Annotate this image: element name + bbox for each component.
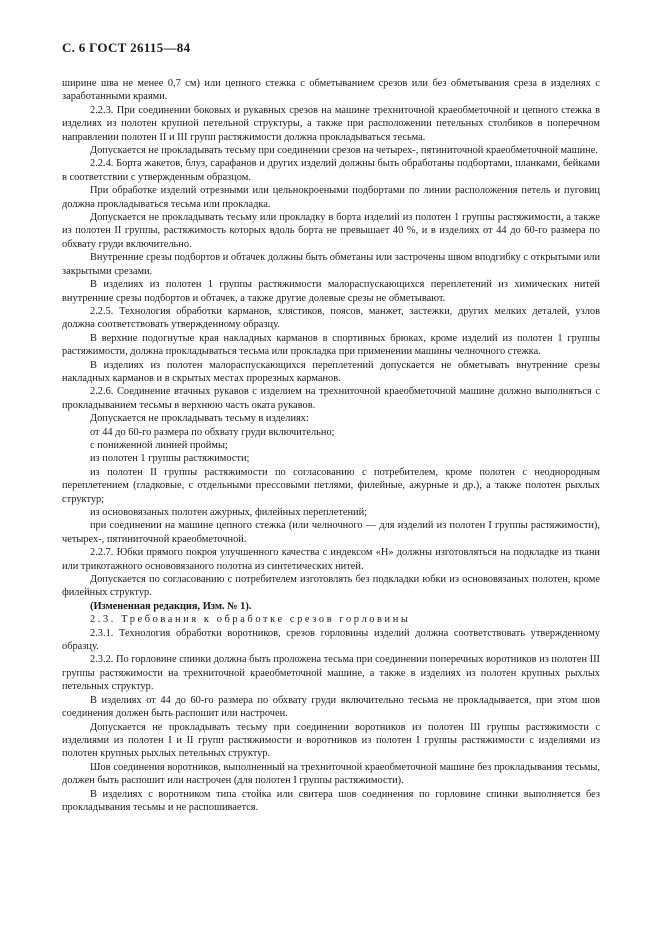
paragraph: В изделиях от 44 до 60-го размера по обхвату груди включительно тесьма не прокладывается, при этом шов соединения должен быть распошит или настрочен. <box>62 694 600 720</box>
page-header <box>62 40 190 56</box>
paragraph: 2.2.6. Соединение втачных рукавов с изделием на трехниточной краеобметочной машине должно выполняться с прокладыванием тесьмы в верхнюю часть оката рукавов. <box>62 386 600 411</box>
paragraph: Допускается не прокладывать тесьму или прокладку в борта изделий из полотен 1 группы растяжимости, а также из полотен II группы, растяжимость которых вдоль борта не превышает 40 %, и в изделиях от 44 до 60-го размера по обхвату груди включительно. <box>62 212 600 250</box>
list-item: из полотен 1 группы растяжимости; <box>90 453 250 465</box>
paragraph: В изделиях из полотен малораспускающихся переплетений допускается не обметывать внутренние срезы накладных карманов и в скрытых местах прорезных карманов. <box>62 359 600 384</box>
paragraph: Допускается не прокладывать тесьму при соединении срезов на четырех-, пятиниточной краеобметочной машине. <box>90 145 598 157</box>
page-number: С. 6 <box>62 40 86 55</box>
paragraph: При обработке изделий отрезными или цельнокроеными подбортами по линии расположения петель и пуговиц должна прокладываться тесьма или прокладка. <box>62 185 600 210</box>
paragraph: В изделиях из полотен 1 группы растяжимости малораспускающихся переплетений из химических нитей внутренние срезы подбортов и обтачек, а также другие долевые срезы не обметывают. <box>62 279 600 304</box>
paragraph: Допускается не прокладывать тесьму в изделиях: <box>90 413 309 425</box>
paragraph: 2.2.3. При соединении боковых и рукавных срезов на машине трехниточной краеобметочной и цепного стежка в изделиях из полотен крупной петельной структуры, а также при расположении петельных столбиков в поперечном направлении полотен II и III групп растяжимости должна прокладываться тесьма. <box>62 104 600 143</box>
section-heading <box>62 613 600 626</box>
paragraph: 2.3.1. Технология обработки воротников, срезов горловины изделий должна соответствовать утвержденному образцу. <box>62 627 600 653</box>
paragraph: 2.2.4. Борта жакетов, блуз, сарафанов и других изделий должны быть обработаны подбортами, планками, бейками в соответствии с утвержденным образцом. <box>62 158 600 183</box>
paragraph: Шов соединения воротников, выполненный на трехниточной краеобметочной машине без прокладывания тесьмы, должен быть распошит или настрочен (для полотен I группы растяжимости). <box>62 761 600 787</box>
amendment-note: (Измененная редакция, Изм. № 1). <box>90 600 252 612</box>
paragraph: В изделиях с воротником типа стойка или свитера шов соединения по горловине спинки выполняется без прокладывания тесьмы и не распошивается. <box>62 788 600 813</box>
list-item: при соединении на машине цепного стежка (или челночного — для изделий из полотен I группы растяжимости), четырех-, пятиниточной краеобметочной. <box>62 520 600 545</box>
paragraph: Допускается не прокладывать тесьму при соединении воротников из полотен III группы растяжимости с изделиями из полотен I и II групп растяжимости и воротников из полотен I группы растяжимости с изделиями из полотен крупных рыхлых петельных структур. <box>62 721 600 760</box>
paragraph: В верхние подогнутые края накладных карманов в спортивных брюках, кроме изделий из полотен 1 группы растяжимости, должна прокладываться тесьма или прокладка при применении машины челночного стежка. <box>62 332 600 358</box>
paragraph: 2.2.5. Технология обработки карманов, хлястиков, поясов, манжет, застежки, других мелких деталей, узлов должна соответствовать утвержденному образцу. <box>62 305 600 331</box>
body-text <box>62 77 600 814</box>
list-item: с пониженной линией проймы; <box>90 439 228 451</box>
list-item: из основовязаных полотен ажурных, филейных переплетений; <box>90 507 368 518</box>
list-item: от 44 до 60-го размера по обхвату груди включительно; <box>90 426 335 438</box>
paragraph: 2.2.7. Юбки прямого покроя улучшенного качества с индексом «Н» должны изготовляться на подкладке из ткани или трикотажного основовязаного полотна из синтетических нитей. <box>62 547 600 572</box>
standard-code: ГОСТ 26115—84 <box>89 40 191 55</box>
paragraph: Допускается по согласованию с потребителем изготовлять без подкладки юбки из основовязаных полотен, кроме филейных структур. <box>62 574 600 599</box>
section-heading-text: 2.3. Требования к обработке срезов горловины <box>90 614 411 626</box>
paragraph: 2.3.2. По горловине спинки должна быть проложена тесьма при соединении поперечных воротников из полотен III группы растяжимости на трехниточной краеобметочной машине, а также в изделиях из полотен крупных рыхлых петельных структур. <box>62 654 600 693</box>
paragraph: ширине шва не менее 0,7 см) или цепного стежка с обметыванием срезов или без обметывания среза в изделиях с заработанными краями. <box>62 78 600 103</box>
list-item: из полотен II группы растяжимости по согласованию с потребителем, кроме полотен с неоднородным переплетением (гладковые, с отдельными прессовыми петлями, филейные, ажурные и др.), а также полотен рыхлых структур; <box>62 466 600 505</box>
paragraph: Внутренние срезы подбортов и обтачек должны быть обметаны или застрочены швом вподгибку с открытыми или закрытыми срезами. <box>62 252 600 277</box>
